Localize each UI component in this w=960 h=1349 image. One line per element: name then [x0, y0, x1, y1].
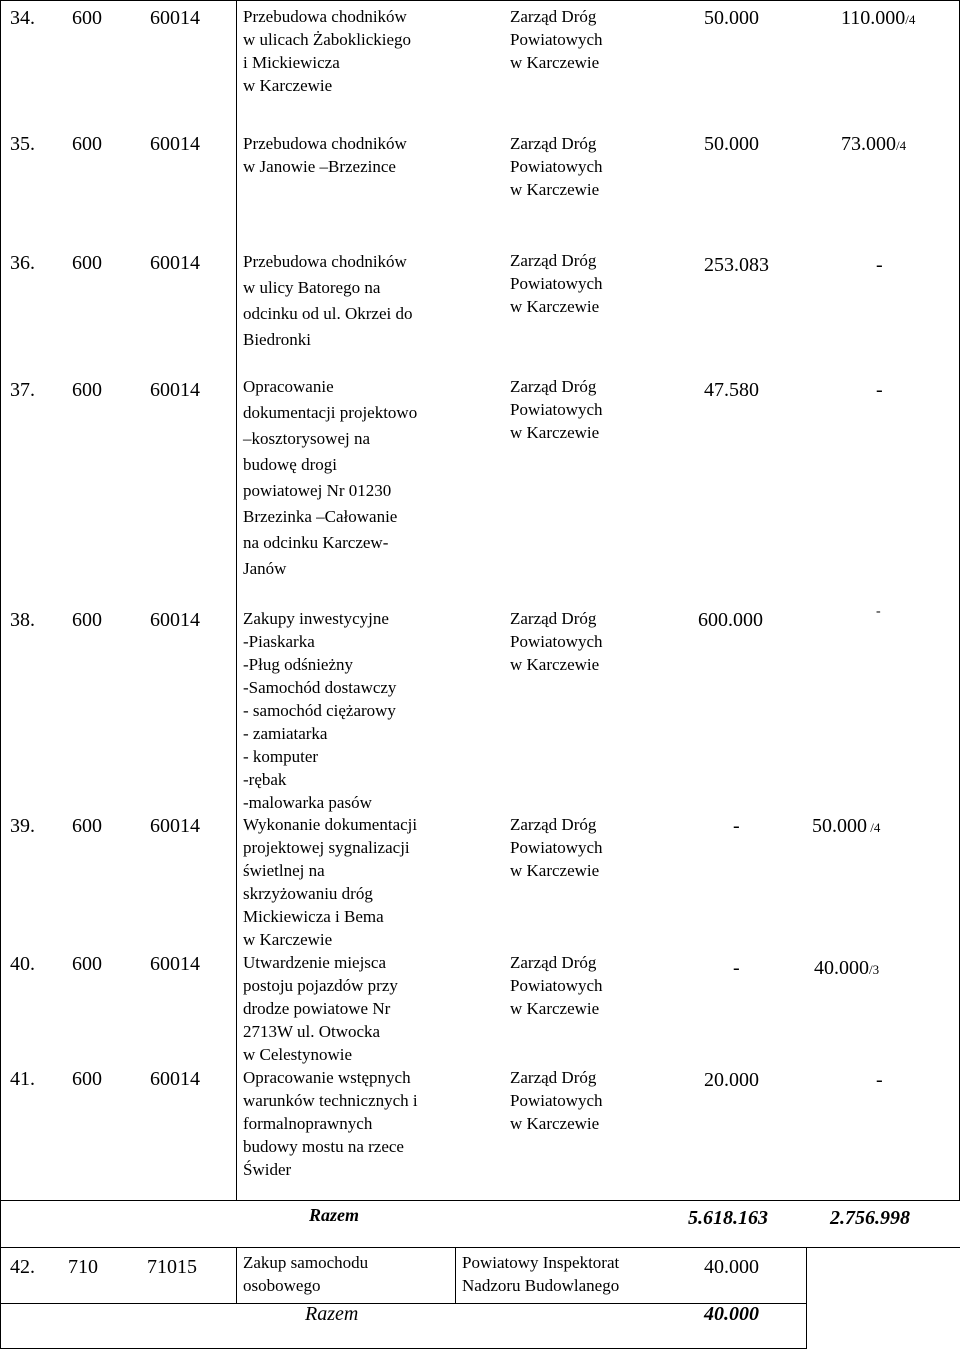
task-description: Wykonanie dokumentacji projektowej sygnalizacji świetlnej na skrzyżowaniu dróg Mickiewicza i Bema w Karczewie — [243, 815, 418, 949]
rozdzial-code: 60014 — [150, 7, 200, 29]
task-description: Przebudowa chodników w ulicy Batorego na odcinku od ul. Okrzei do Biedronki — [243, 252, 413, 349]
amount-2: - — [876, 604, 881, 619]
task-description: Zakup samochodu osobowego — [243, 1253, 369, 1295]
rozdzial-code: 60014 — [150, 815, 200, 837]
table-row — [0, 1065, 960, 1200]
rozdzial-code: 60014 — [150, 379, 200, 401]
rozdzial-code: 60014 — [150, 1068, 200, 1090]
responsible-unit: Zarząd Dróg Powiatowych w Karczewie — [510, 134, 603, 199]
amount-1: - — [733, 815, 740, 837]
responsible-unit: Zarząd Dróg Powiatowych w Karczewie — [510, 251, 603, 316]
responsible-unit: Powiatowy Inspektorat Nadzoru Budowlanego — [462, 1253, 620, 1295]
row-number: 39. — [10, 815, 35, 837]
amount-1: 50.000 — [704, 7, 759, 29]
rozdzial-code: 60014 — [150, 953, 200, 975]
task-description: Opracowanie dokumentacji projektowo –kosztorysowej na budowę drogi powiatowej Nr 01230 Brzezinka –Całowanie na odcinku Karczew- Janów — [243, 377, 418, 578]
dzial-code: 600 — [72, 815, 102, 837]
dzial-code: 600 — [72, 7, 102, 29]
dzial-code: 600 — [72, 609, 102, 631]
responsible-unit: Zarząd Dróg Powiatowych w Karczewie — [510, 377, 603, 442]
total-amount-2: 2.756.998 — [830, 1207, 910, 1229]
amount-1: - — [733, 957, 740, 979]
total-amount-1: 40.000 — [704, 1303, 759, 1325]
dzial-code: 710 — [68, 1256, 98, 1278]
table-row — [0, 1247, 960, 1303]
row-number: 40. — [10, 953, 35, 975]
row-number: 41. — [10, 1068, 35, 1090]
table-row — [0, 120, 960, 240]
rozdzial-code: 60014 — [150, 133, 200, 155]
responsible-unit: Zarząd Dróg Powiatowych w Karczewie — [510, 1068, 603, 1133]
row-number: 35. — [10, 133, 35, 155]
dzial-code: 600 — [72, 133, 102, 155]
task-description: Utwardzenie miejsca postoju pojazdów przy drodze powiatowe Nr 2713W ul. Otwocka w Celestynowie — [243, 953, 398, 1064]
amount-2: 50.000 /4 — [812, 815, 881, 837]
table-row — [0, 0, 960, 120]
amount-2: 110.000/4 — [841, 7, 916, 29]
amount-2: - — [876, 254, 883, 276]
amount-1: 40.000 — [704, 1256, 759, 1278]
task-description: Opracowanie wstępnych warunków technicznych i formalnoprawnych budowy mostu na rzece Świder — [243, 1068, 418, 1179]
amount-2: - — [876, 1069, 883, 1091]
amount-2: - — [876, 379, 883, 401]
task-description: Przebudowa chodników w ulicach Żaboklickiego i Mickiewicza w Karczewie — [243, 7, 412, 95]
rozdzial-code: 60014 — [150, 609, 200, 631]
row-number: 36. — [10, 252, 35, 274]
rozdzial-code: 71015 — [147, 1256, 197, 1278]
dzial-code: 600 — [72, 379, 102, 401]
total-label: Razem — [309, 1205, 360, 1225]
row-number: 37. — [10, 379, 35, 401]
total-amount-1: 5.618.163 — [688, 1207, 768, 1229]
table-row — [0, 810, 960, 950]
amount-2: 40.000/3 — [814, 957, 880, 979]
amount-1: 20.000 — [704, 1069, 759, 1091]
amount-1: 253.083 — [704, 254, 769, 276]
row-number: 34. — [10, 7, 35, 29]
table-row — [0, 600, 960, 810]
amount-1: 600.000 — [698, 609, 763, 631]
dzial-code: 600 — [72, 252, 102, 274]
responsible-unit: Zarząd Dróg Powiatowych w Karczewie — [510, 609, 603, 674]
row-number: 38. — [10, 609, 35, 631]
dzial-code: 600 — [72, 1068, 102, 1090]
total-row — [0, 1200, 960, 1247]
amount-1: 47.580 — [704, 379, 759, 401]
table-row — [0, 240, 960, 370]
dzial-code: 600 — [72, 953, 102, 975]
total-label: Razem — [305, 1303, 359, 1325]
task-description: Przebudowa chodników w Janowie –Brzezince — [243, 134, 407, 176]
rozdzial-code: 60014 — [150, 252, 200, 274]
responsible-unit: Zarząd Dróg Powiatowych w Karczewie — [510, 7, 603, 72]
table-row — [0, 370, 960, 600]
amount-2: 73.000/4 — [841, 133, 907, 155]
table-row — [0, 950, 960, 1065]
total-row — [0, 1303, 806, 1349]
task-description: Zakupy inwestycyjne -Piaskarka -Pług odśnieżny -Samochód dostawczy - samochód ciężarowy - zamiatarka - komputer -rębak -malowarka pasów — [243, 609, 397, 812]
row-number: 42. — [10, 1256, 35, 1278]
responsible-unit: Zarząd Dróg Powiatowych w Karczewie — [510, 953, 603, 1018]
responsible-unit: Zarząd Dróg Powiatowych w Karczewie — [510, 815, 603, 880]
amount-1: 50.000 — [704, 133, 759, 155]
